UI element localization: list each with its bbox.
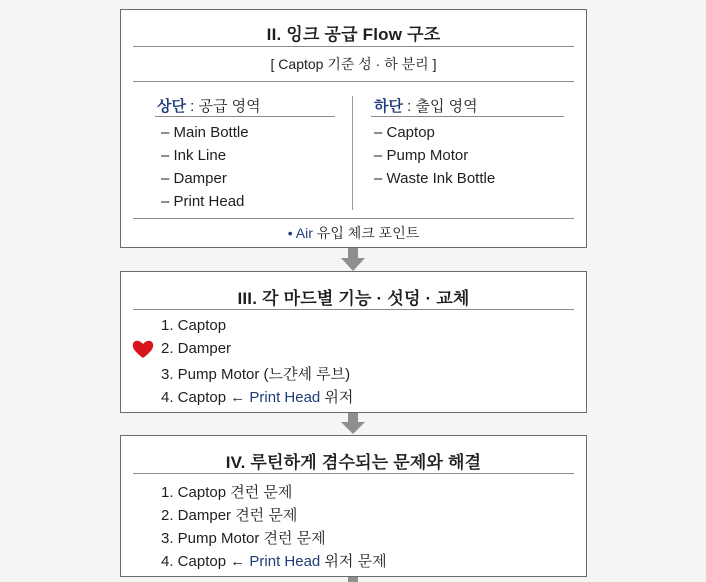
mode-item-3: 3. Pump Motor (느갼셰 루브): [161, 366, 351, 383]
section-4-box: [120, 435, 587, 577]
mode-item-4: [161, 386, 353, 407]
left-heading-label: 상단: [157, 98, 186, 115]
section-2-subtitle-divider: [133, 81, 574, 82]
red-heart-marker-icon: [132, 340, 154, 359]
air-check-text: 유입 체크 포인트: [312, 225, 420, 241]
left-item-print-head: – Print Head: [161, 193, 245, 210]
issue-item-4-tail: 위저 문제: [320, 553, 387, 570]
section-3-title-divider: [133, 309, 574, 310]
section-2-title-divider: [133, 46, 574, 47]
down-arrow-1-icon: [340, 248, 366, 272]
left-heading-underline: [155, 116, 335, 117]
right-item-waste-ink-bottle: – Waste Ink Bottle: [374, 170, 496, 187]
mode-item-1: 1. Captop: [161, 317, 227, 334]
mode-item-4-print-head: Print Head: [249, 389, 321, 406]
right-heading-label: 하단: [374, 98, 403, 115]
issue-item-2: 2. Damper 견런 문제: [161, 507, 298, 524]
air-label: Air: [295, 225, 313, 241]
right-item-captop: – Captop: [374, 124, 435, 141]
section-2-subtitle: [ Captop 기준 성 · 하 분리 ]: [270, 56, 437, 72]
section-4-title: IV. 루틴하게 겸수되는 문제와 해결: [225, 453, 482, 472]
section-2-title: II. 잉크 공급 Flow 구조: [266, 25, 441, 44]
left-item-ink-line: – Ink Line: [161, 147, 227, 164]
right-item-pump-motor: – Pump Motor: [374, 147, 469, 164]
right-heading-text: : 출입 영역: [402, 98, 478, 115]
left-column-heading: [157, 95, 261, 116]
issue-item-4-text: 4. Captop ←: [161, 553, 250, 570]
section-2-footer-divider: [133, 218, 574, 219]
issue-item-4-print-head: Print Head: [249, 553, 321, 570]
bullet-dot: •: [287, 225, 293, 241]
column-divider: [352, 96, 353, 210]
section-4-title-divider: [133, 473, 574, 474]
down-arrow-3-icon: [345, 577, 361, 582]
section-3-box: [120, 271, 587, 413]
section-2-box: [120, 9, 587, 248]
issue-item-4: [161, 550, 387, 571]
issue-item-3: 3. Pump Motor 견런 문제: [161, 530, 326, 547]
mode-item-4-text: 4. Captop ←: [161, 389, 250, 406]
left-item-main-bottle: – Main Bottle: [161, 124, 249, 141]
left-item-damper: – Damper: [161, 170, 227, 187]
mode-item-4-tail: 위저: [320, 389, 354, 406]
mode-item-2: 2. Damper: [161, 340, 232, 357]
right-column-heading: [374, 95, 478, 116]
left-heading-text: : 공급 영역: [185, 98, 261, 115]
down-arrow-2-icon: [340, 413, 366, 435]
air-check-point-note: [121, 223, 586, 243]
right-heading-underline: [371, 116, 564, 117]
section-3-title: III. 각 마드별 기능 · 섯덩 · 교체: [237, 289, 470, 308]
issue-item-1: 1. Captop 견런 문제: [161, 484, 293, 501]
